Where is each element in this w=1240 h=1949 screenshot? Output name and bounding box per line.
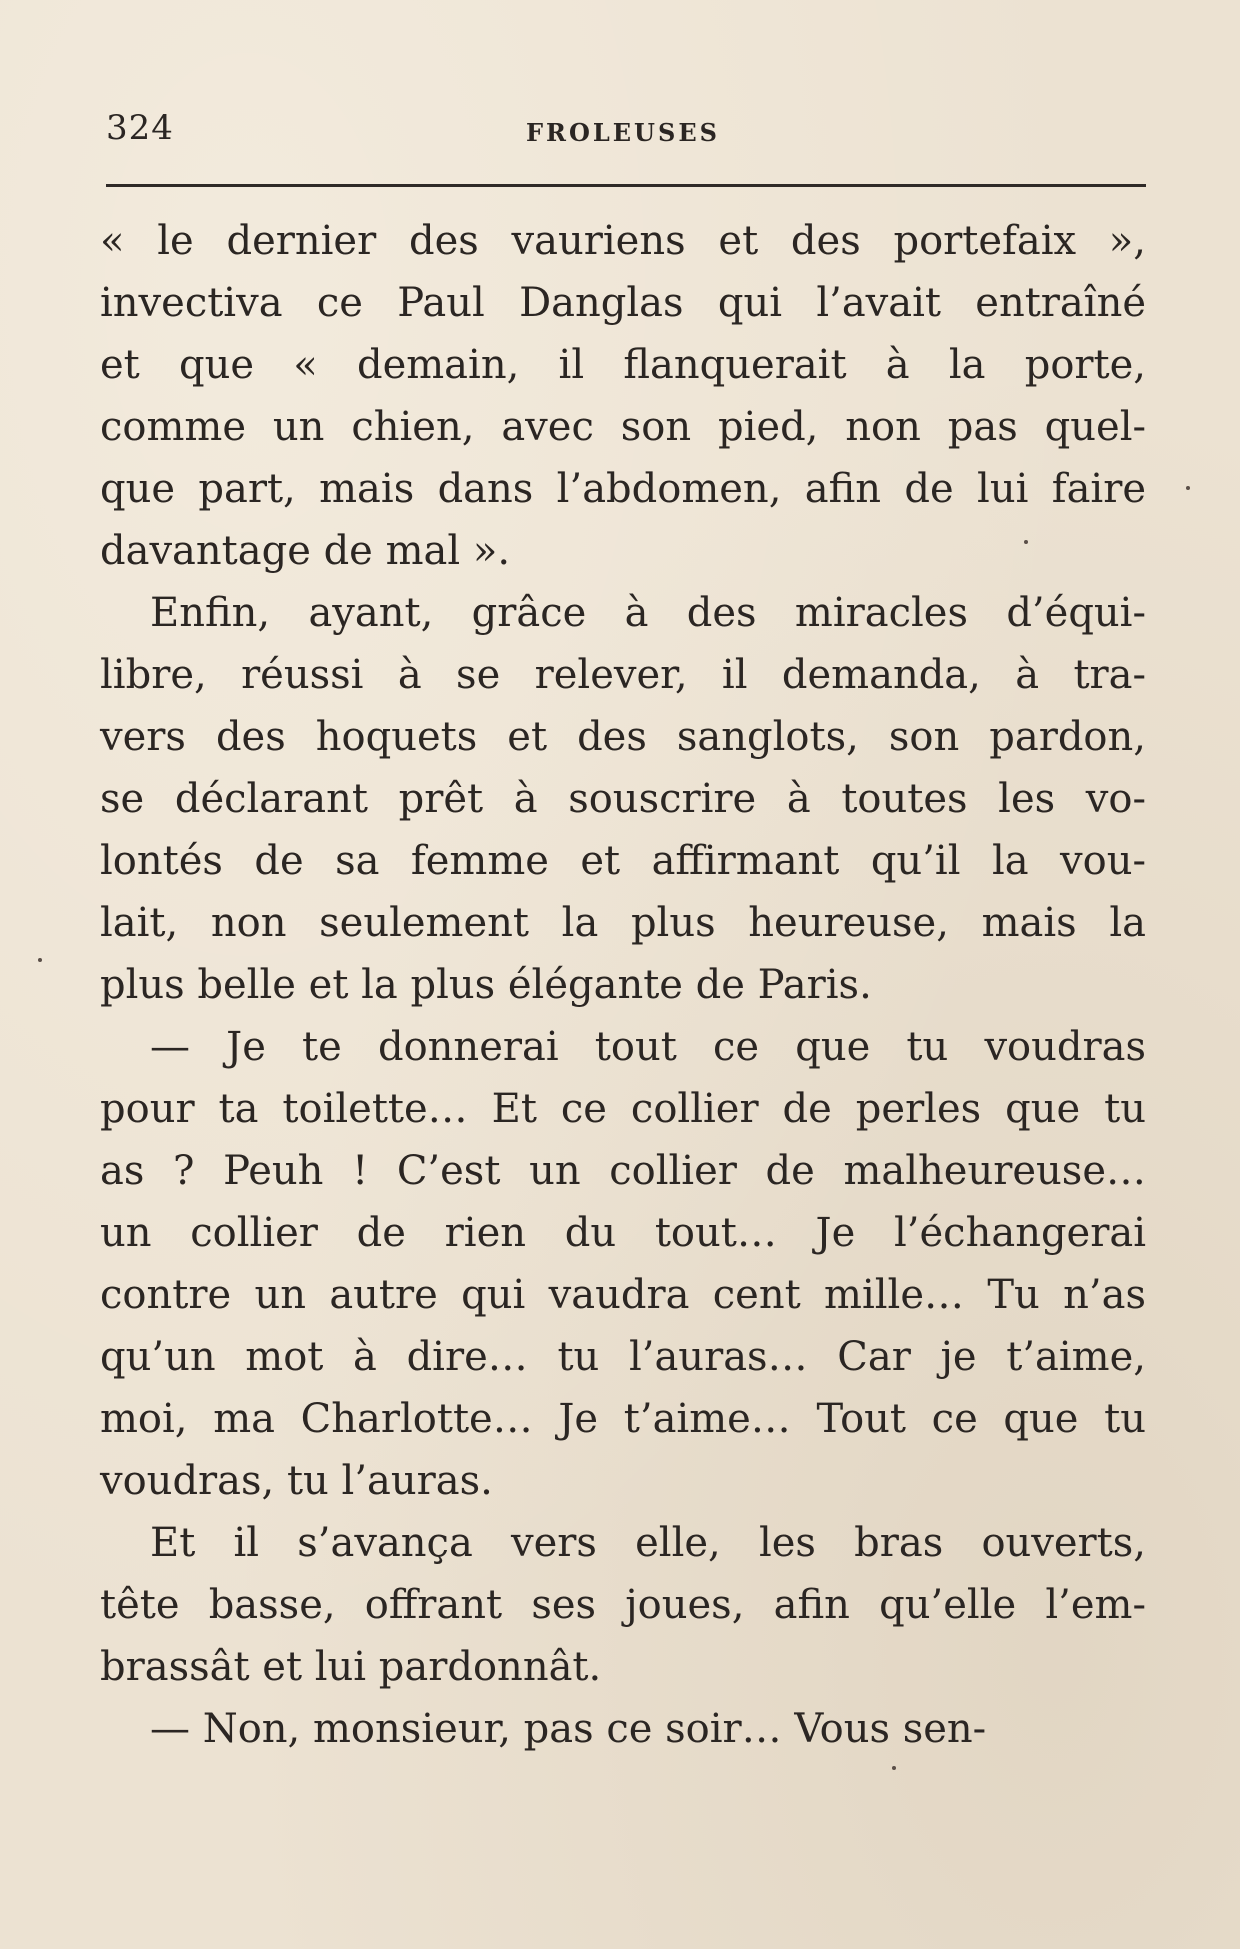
text-line: Et il s’avança vers elle, les bras ouverts,	[150, 1520, 1146, 1566]
text-line: invectiva ce Paul Danglas qui l’avait entraîné	[100, 280, 1146, 326]
text-line: davantage de mal ».	[100, 528, 511, 574]
running-title: FROLEUSES	[526, 118, 720, 147]
text-line: brassât et lui pardonnât.	[100, 1644, 602, 1690]
text-line: plus belle et la plus élégante de Paris.	[100, 962, 872, 1008]
text-line: voudras, tu l’auras.	[100, 1458, 493, 1504]
text-line: contre un autre qui vaudra cent mille… Tu n’as	[100, 1272, 1146, 1318]
text-line: pour ta toilette… Et ce collier de perles que tu	[100, 1086, 1146, 1132]
text-line: moi, ma Charlotte… Je t’aime… Tout ce que tu	[100, 1396, 1146, 1442]
body-text	[100, 210, 1146, 1760]
page-number: 324	[106, 108, 174, 148]
text-line: Enfin, ayant, grâce à des miracles d’équi-	[150, 590, 1146, 636]
text-line: tête basse, offrant ses joues, afin qu’elle l’em-	[100, 1582, 1146, 1628]
text-line: lait, non seulement la plus heureuse, mais la	[100, 900, 1146, 946]
text-line: que part, mais dans l’abdomen, afin de lui faire	[100, 466, 1146, 512]
header-rule	[106, 184, 1146, 187]
text-line: lontés de sa femme et affirmant qu’il la vou-	[100, 838, 1146, 884]
paper-speck	[1024, 540, 1028, 544]
text-line: vers des hoquets et des sanglots, son pardon,	[100, 714, 1146, 760]
paper-speck	[38, 958, 42, 962]
paper-speck	[1186, 486, 1190, 490]
text-line: « le dernier des vauriens et des portefaix »,	[100, 218, 1146, 264]
text-line: et que « demain, il flanquerait à la porte,	[100, 342, 1146, 388]
text-line: — Non, monsieur, pas ce soir… Vous sen-	[150, 1706, 987, 1752]
paper-speck	[892, 1766, 896, 1770]
text-line: — Je te donnerai tout ce que tu voudras	[150, 1024, 1146, 1070]
text-line: as ? Peuh ! C’est un collier de malheureuse…	[100, 1148, 1146, 1194]
text-line: se déclarant prêt à souscrire à toutes les vo-	[100, 776, 1146, 822]
text-line: comme un chien, avec son pied, non pas quel-	[100, 404, 1146, 450]
text-line: libre, réussi à se relever, il demanda, à tra-	[100, 652, 1146, 698]
text-line: qu’un mot à dire… tu l’auras… Car je t’aime,	[100, 1334, 1146, 1380]
page-header	[106, 108, 1146, 158]
text-line: un collier de rien du tout… Je l’échangerai	[100, 1210, 1146, 1256]
